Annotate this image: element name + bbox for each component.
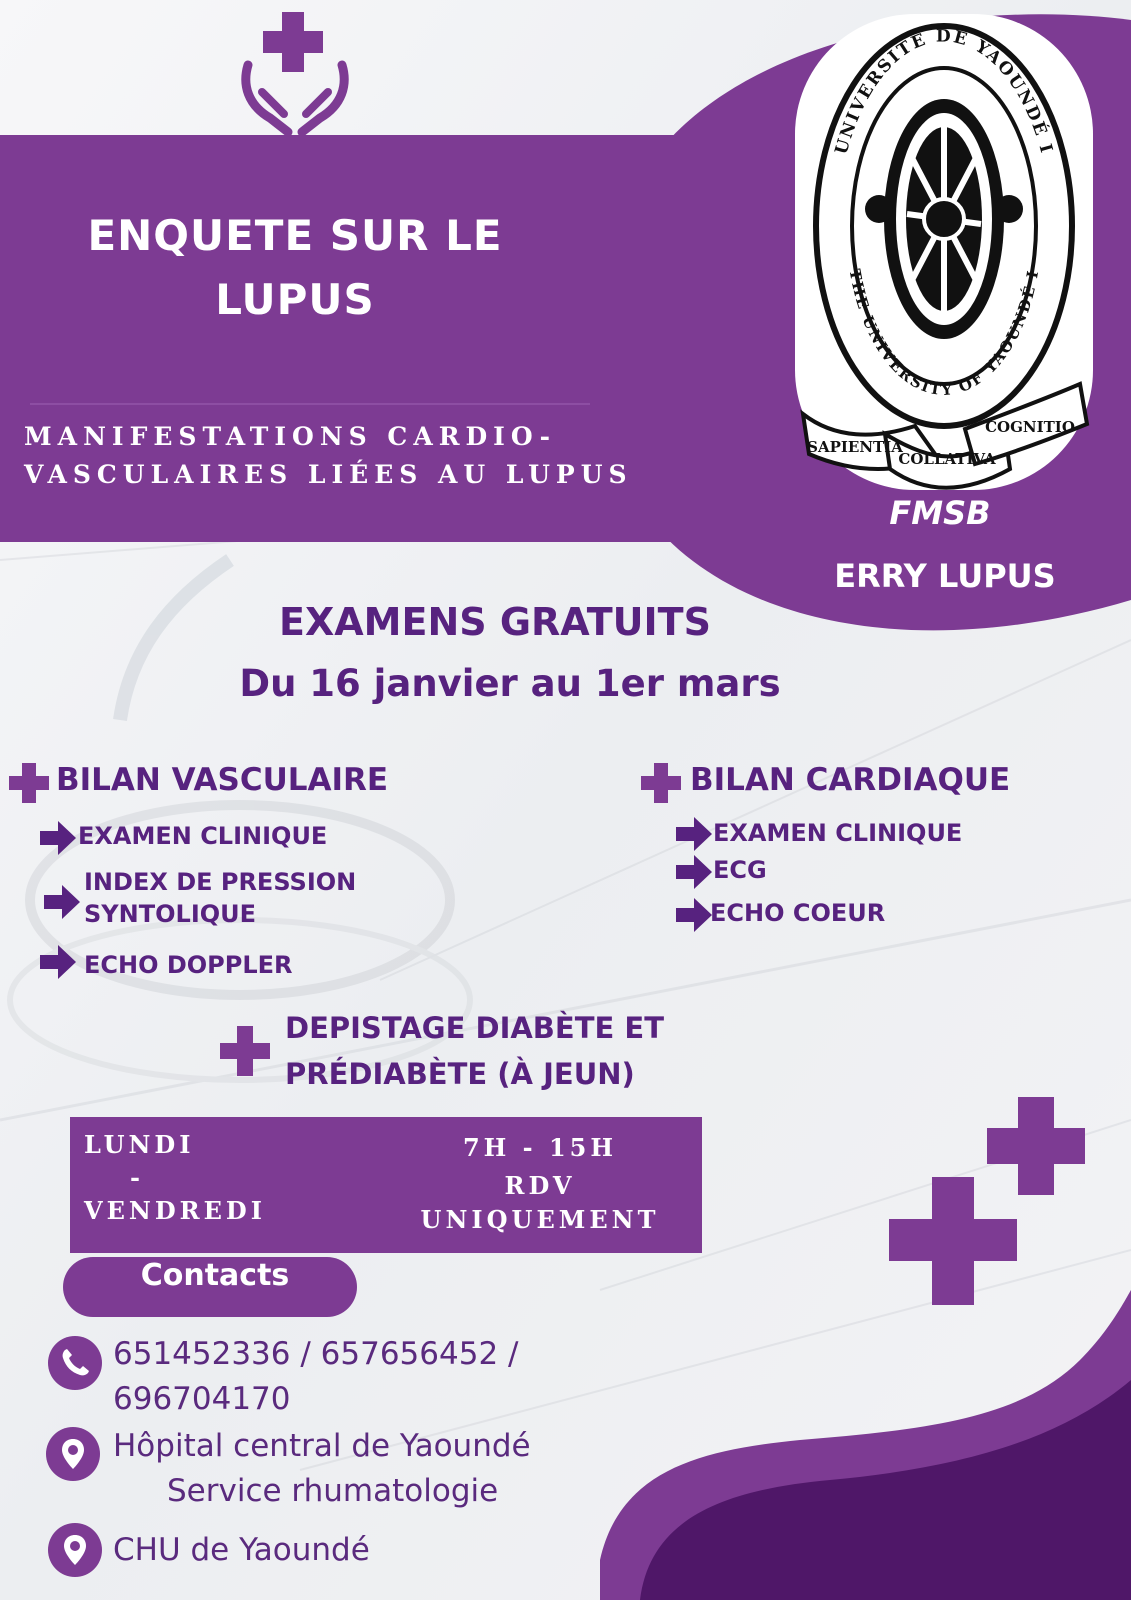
schedule-hours-block bbox=[395, 1129, 685, 1239]
title-line: LUPUS bbox=[215, 275, 375, 324]
plus-icon bbox=[220, 1026, 270, 1076]
seal-banner-center-text: COLLATIVA bbox=[898, 450, 996, 468]
cardiac-item-echo-heart: ECHO COEUR bbox=[710, 899, 886, 927]
vascular-item-clinical-exam: EXAMEN CLINIQUE bbox=[78, 822, 328, 850]
seal-banner-right-text: COGNITIO bbox=[985, 418, 1075, 436]
arrow-right-icon bbox=[676, 817, 712, 851]
location-pin-icon bbox=[46, 1427, 100, 1481]
arrow-right-icon bbox=[676, 855, 712, 889]
university-seal bbox=[795, 14, 1093, 490]
arrow-right-icon bbox=[44, 885, 80, 919]
page-title bbox=[40, 204, 550, 332]
diabetes-screening bbox=[285, 1005, 664, 1097]
schedule-note: RDV bbox=[504, 1171, 576, 1200]
shield-emblem-icon bbox=[865, 99, 1023, 339]
plus-icon bbox=[888, 1097, 1118, 1307]
diabetes-line: DEPISTAGE DIABÈTE ET bbox=[285, 1011, 664, 1045]
logo-caption-erry-lupus: ERRY LUPUS bbox=[834, 557, 1056, 595]
schedule-day-line: - bbox=[130, 1163, 144, 1192]
cardiac-item-ecg: ECG bbox=[713, 856, 767, 884]
arrow-right-icon bbox=[676, 898, 712, 932]
contacts-label: Contacts bbox=[140, 1258, 290, 1293]
arrow-right-icon bbox=[40, 821, 76, 855]
seal-ring-bottom-text: THE UNIVERSITY OF YAOUNDÉ I bbox=[845, 267, 1043, 400]
arrow-right-icon bbox=[40, 945, 76, 979]
location-line: Hôpital central de Yaoundé bbox=[113, 1428, 531, 1464]
schedule-day-line: VENDREDI bbox=[84, 1196, 266, 1225]
seal-ring-top-text: UNIVERSITÉ DE YAOUNDÉ I bbox=[831, 26, 1057, 157]
item-line: SYNTOLIQUE bbox=[84, 900, 257, 928]
vascular-item-echo-doppler: ECHO DOPPLER bbox=[84, 951, 293, 979]
plus-icon bbox=[9, 763, 49, 803]
plus-icon bbox=[641, 763, 681, 803]
hands-cross-icon bbox=[240, 10, 352, 135]
schedule-day-line: LUNDI bbox=[84, 1130, 195, 1159]
contact-location-hospital bbox=[113, 1424, 531, 1514]
phone-line: 696704170 bbox=[113, 1381, 291, 1417]
diabetes-line: PRÉDIABÈTE (À JEUN) bbox=[285, 1057, 635, 1091]
exams-title: EXAMENS GRATUITS bbox=[279, 600, 711, 644]
schedule-note: UNIQUEMENT bbox=[420, 1205, 660, 1234]
cardiac-title: BILAN CARDIAQUE bbox=[690, 762, 1011, 798]
contact-phone bbox=[113, 1332, 518, 1422]
phone-line: 651452336 / 657656452 / bbox=[113, 1336, 519, 1372]
location-line: Service rhumatologie bbox=[167, 1473, 499, 1509]
subtitle-line: VASCULAIRES LIÉES AU LUPUS bbox=[24, 460, 633, 489]
contact-location-chu: CHU de Yaoundé bbox=[113, 1532, 370, 1568]
seal-banner-left-text: SAPIENTIA bbox=[807, 438, 903, 456]
exams-dates: Du 16 janvier au 1er mars bbox=[239, 662, 781, 705]
schedule-days bbox=[84, 1128, 304, 1227]
item-line: INDEX DE PRESSION bbox=[84, 868, 357, 896]
schedule-hours: 7H - 15H bbox=[462, 1133, 618, 1162]
cardiac-item-clinical-exam: EXAMEN CLINIQUE bbox=[713, 819, 963, 847]
page-subtitle bbox=[24, 418, 684, 494]
location-pin-icon bbox=[48, 1523, 102, 1577]
logo-caption-fmsb: FMSB bbox=[889, 494, 991, 532]
vascular-title: BILAN VASCULAIRE bbox=[56, 762, 389, 798]
phone-icon bbox=[48, 1336, 102, 1390]
subtitle-line: MANIFESTATIONS CARDIO- bbox=[24, 422, 556, 451]
vascular-item-pressure-index bbox=[84, 866, 356, 930]
title-line: ENQUETE SUR LE bbox=[87, 211, 503, 260]
